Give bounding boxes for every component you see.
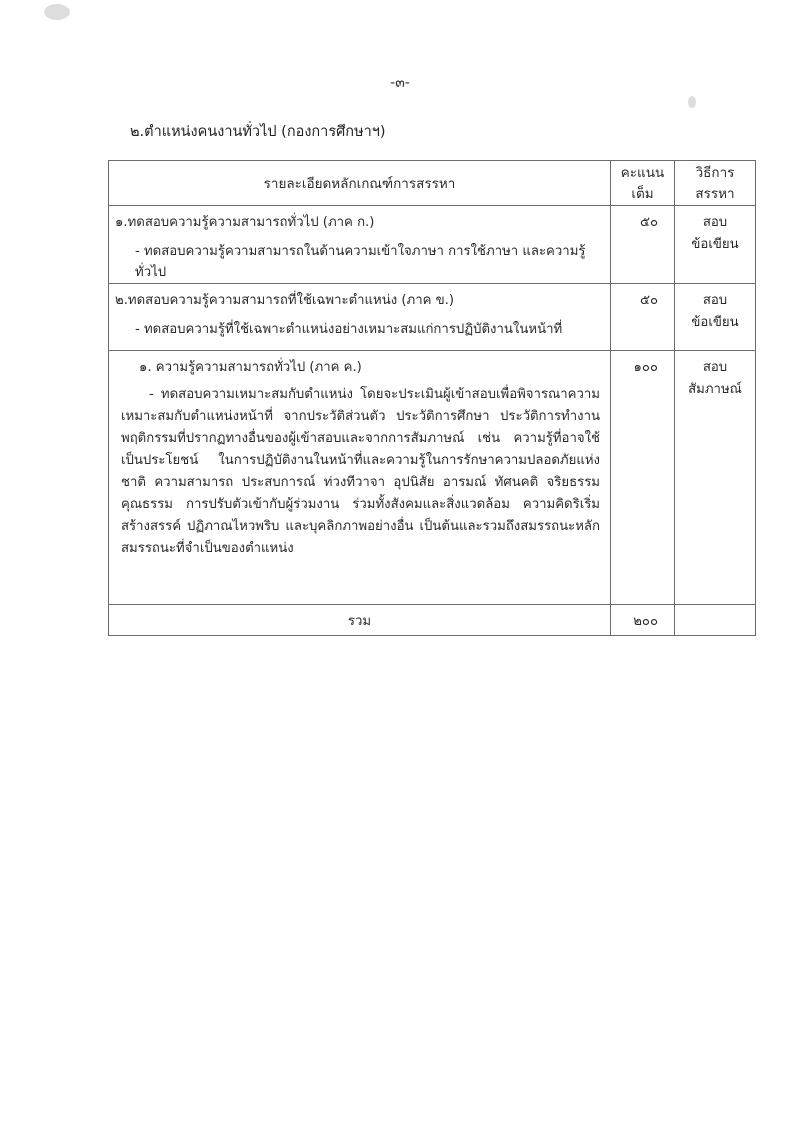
header-method-line1: วิธีการ bbox=[695, 165, 735, 181]
row-score: ๕๐ bbox=[611, 284, 675, 351]
header-score-line2: เต็ม bbox=[631, 186, 654, 202]
row-detail: - ทดสอบความรู้ความสามารถในด้านความเข้าใจภาษา การใช้ภาษา และความรู้ทั่วไป bbox=[135, 244, 586, 280]
header-method bbox=[675, 161, 756, 206]
table-row bbox=[109, 351, 756, 605]
row-method-line1: สอบ bbox=[702, 215, 728, 230]
row-method-line1: สอบ bbox=[702, 293, 728, 308]
row-method bbox=[675, 351, 756, 605]
table-header-row bbox=[109, 161, 756, 206]
row-detail-cell bbox=[109, 284, 611, 351]
row-method bbox=[675, 206, 756, 284]
row-method-line2: ข้อเขียน bbox=[691, 237, 739, 252]
row-method-line1: สอบ bbox=[702, 360, 728, 375]
scan-smudge bbox=[688, 96, 696, 108]
row-method-line2: สัมภาษณ์ bbox=[688, 382, 742, 397]
header-score-line1: คะแนน bbox=[620, 165, 665, 181]
header-method-line2: สรรหา bbox=[695, 186, 735, 202]
header-score bbox=[611, 161, 675, 206]
table-row bbox=[109, 284, 756, 351]
row-detail: - ทดสอบความเหมาะสมกับตำแหน่ง โดยจะประเมินผู้เข้าสอบเพื่อพิจารณาความเหมาะสมกับตำแหน่งหน้าที่ จากประวัติส่วนตัว ประวัติการศึกษา ประวัติการทำงาน พฤติกรรมที่ปรากฏทางอื่นของผู้เข้าสอบและจากการสัมภาษณ์ เช่น ความรู้ที่อาจใช้เป็นประโยชน์ ในการปฏิบัติงานในหน้าที่และความรู้ในการรักษาความปลอดภัยแห่งชาติ ความสามารถ ประสบการณ์ ท่วงทีวาจา อุปนิสัย อารมณ์ ทัศนคติ จริยธรรมคุณธรรม การปรับตัวเข้ากับผู้ร่วมงาน ร่วมทั้งสังคมและสิ่งแวดล้อม ความคิดริเริ่มสร้างสรรค์ ปฏิภาณไหวพริบ และบุคลิกภาพอย่างอื่น เป็นต้นและรวมถึงสมรรถนะหลัก สมรรถนะที่จำเป็นของตำแหน่ง bbox=[121, 387, 600, 556]
scan-smudge bbox=[44, 4, 70, 20]
table-row bbox=[109, 206, 756, 284]
row-title: ๑. ความรู้ความสามารถทั่วไป (ภาค ค.) bbox=[139, 360, 362, 375]
row-method-line2: ข้อเขียน bbox=[691, 315, 739, 330]
row-score: ๑๐๐ bbox=[611, 351, 675, 605]
criteria-table bbox=[108, 160, 756, 636]
page-number: -๓- bbox=[390, 75, 410, 91]
total-score: ๒๐๐ bbox=[611, 605, 675, 636]
row-detail-cell bbox=[109, 351, 611, 605]
row-score: ๕๐ bbox=[611, 206, 675, 284]
header-detail: รายละเอียดหลักเกณฑ์การสรรหา bbox=[109, 161, 611, 206]
row-title: ๑.ทดสอบความรู้ความสามารถทั่วไป (ภาค ก.) bbox=[115, 215, 375, 230]
total-method-empty bbox=[675, 605, 756, 636]
row-detail-cell bbox=[109, 206, 611, 284]
row-method bbox=[675, 284, 756, 351]
section-title: ๒.ตำแหน่งคนงานทั่วไป (กองการศึกษาฯ) bbox=[130, 124, 386, 140]
total-label: รวม bbox=[109, 605, 611, 636]
row-detail: - ทดสอบความรู้ที่ใช้เฉพาะตำแหน่งอย่างเหมาะสมแก่การปฏิบัติงานในหน้าที่ bbox=[135, 322, 563, 337]
total-row bbox=[109, 605, 756, 636]
row-title: ๒.ทดสอบความรู้ความสามารถที่ใช้เฉพาะตำแหน่ง (ภาค ข.) bbox=[115, 293, 455, 308]
